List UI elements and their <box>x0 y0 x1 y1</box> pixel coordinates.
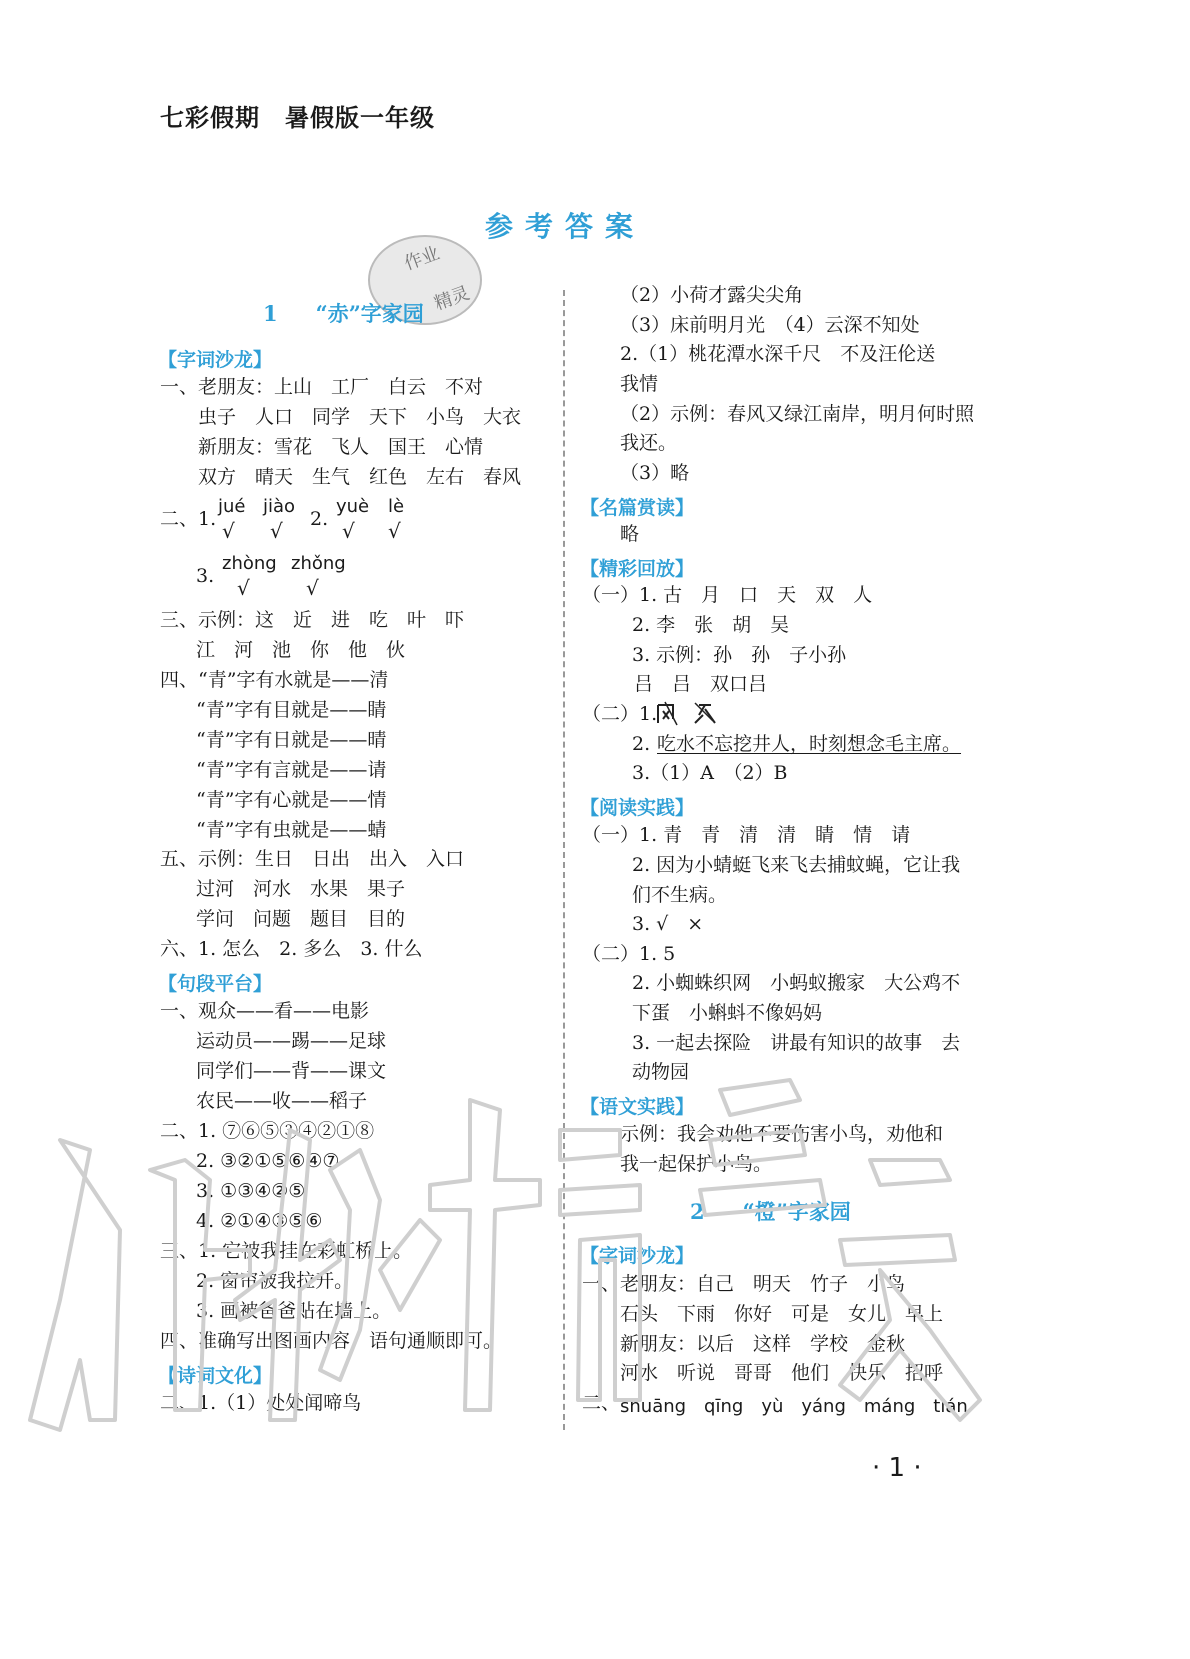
answer-line: 3. <box>196 565 215 587</box>
check-mark: √ <box>342 519 355 543</box>
answer-line: 一、观众——看——电影 <box>160 1000 370 1022</box>
answer-line: 2. 李 张 胡 吴 <box>632 614 790 636</box>
answer-line: “青”字有目就是——睛 <box>196 699 387 721</box>
answer-line: 三、示例：这 近 进 吃 叶 吓 <box>160 609 465 631</box>
answer-line: 运动员——踢——足球 <box>196 1030 387 1052</box>
svg-text:作业: 作业 <box>401 242 443 275</box>
book-header: 七彩假期 暑假版一年级 <box>160 104 435 132</box>
answer-line: 3. 一起去探险 讲最有知识的故事 去 <box>632 1032 961 1054</box>
answer-line: 河水 听说 哥哥 他们 快乐 招呼 <box>620 1362 944 1384</box>
answer-line: “青”字有言就是——请 <box>196 759 387 781</box>
answer-line: 吕 吕 双口吕 <box>634 673 768 695</box>
pinyin: lè <box>388 496 405 517</box>
check-mark: √ <box>388 519 401 543</box>
answer-line: 我情 <box>620 373 659 395</box>
section-heading: 【阅读实践】 <box>580 797 695 819</box>
answer-line: “青”字有虫就是——蜻 <box>196 819 387 841</box>
answer-line: “青”字有心就是——情 <box>196 789 387 811</box>
answer-line: 3. 示例：孙 孙 子小孙 <box>632 644 847 666</box>
chapter-2-title <box>690 1196 851 1226</box>
pinyin: zhòng <box>222 553 277 574</box>
answer-line: 3. ①③④②⑤ <box>196 1180 306 1202</box>
section-heading: 【诗词文化】 <box>158 1365 273 1387</box>
answer-line: 3.（1）A （2）B <box>632 762 788 784</box>
section-heading: 【字词沙龙】 <box>158 349 273 371</box>
answer-line: 示例：我会劝他不要伤害小鸟，劝他和 <box>620 1123 944 1145</box>
answer-line: 农民——收——稻子 <box>196 1090 368 1112</box>
answer-line: （2）小荷才露尖尖角 <box>620 284 804 306</box>
chapter-2-name: “橙”字家园 <box>742 1199 851 1224</box>
answer-line: （一）1. 古 月 口 天 双 人 <box>582 584 873 606</box>
answer-line: 2. 小蜘蛛织网 小蚂蚁搬家 大公鸡不 <box>632 972 961 994</box>
answer-line: 2. <box>632 733 651 755</box>
section-heading: 【精彩回放】 <box>580 558 695 580</box>
answer-line: “青”字有日就是——晴 <box>196 729 387 751</box>
answer-line: 三、1. 它被我挂在彩虹桥上。 <box>160 1240 413 1262</box>
answer-line: 2. 因为小蜻蜓飞来飞去捕蚊蝇，它让我 <box>632 854 961 876</box>
answer-line: 3. 画被爸爸贴在墙上。 <box>196 1300 392 1322</box>
answer-line: 2. ③②①⑤⑥④⑦ <box>196 1150 340 1172</box>
answer-line: 2. 窗帘被我拉开。 <box>196 1270 354 1292</box>
pinyin: jué <box>218 496 246 517</box>
section-heading: 【语文实践】 <box>580 1096 695 1118</box>
page-title: 参考答案 <box>484 210 645 243</box>
answer-line: 动物园 <box>632 1061 690 1083</box>
answer-line: 一、老朋友：上山 工厂 白云 不对 <box>160 376 484 398</box>
check-mark: √ <box>222 519 235 543</box>
answer-line: （3）床前明月光 （4）云深不知处 <box>620 314 920 336</box>
answer-line: 同学们——背——课文 <box>196 1060 387 1082</box>
check-mark: √ <box>270 519 283 543</box>
answer-line: 略 <box>620 523 640 545</box>
answer-line: 我还。 <box>620 432 678 454</box>
chapter-1-name: “赤”字家园 <box>315 301 424 326</box>
answer-line: （二）1. <box>582 703 658 725</box>
answer-line: （3）略 <box>620 462 690 484</box>
pinyin: shuāng qīng yù yáng máng tián <box>620 1396 968 1417</box>
chapter-2-number: 2 <box>690 1199 705 1224</box>
svg-text:精灵: 精灵 <box>431 282 473 315</box>
chapter-1-number: 1 <box>263 301 278 326</box>
answer-line: （2）示例：春风又绿江南岸，明月何时照 <box>620 403 975 425</box>
answer-line: 下蛋 小蝌蚪不像妈妈 <box>632 1002 823 1024</box>
answer-line: 六、1. 怎么 2. 多么 3. 什么 <box>160 938 423 960</box>
answer-line: 4. ②①④③⑤⑥ <box>196 1210 323 1232</box>
answer-line: 双方 晴天 生气 红色 左右 春风 <box>198 466 522 488</box>
section-heading: 【句段平台】 <box>158 973 273 995</box>
check-mark: √ <box>237 576 250 600</box>
answer-line: 3. √ × <box>632 913 704 935</box>
answer-line: 我一起保护小鸟。 <box>620 1153 773 1175</box>
answer-line: 新朋友：雪花 飞人 国王 心情 <box>198 436 484 458</box>
answer-line: 们不生病。 <box>632 884 728 906</box>
stroke-order-figure <box>655 701 725 727</box>
answer-line: 江 河 池 你 他 伙 <box>196 639 406 661</box>
answer-line: 过河 河水 水果 果子 <box>196 878 406 900</box>
answer-line: 四、“青”字有水就是——清 <box>160 669 389 691</box>
answer-line: 五、示例：生日 日出 出入 入口 <box>160 848 465 870</box>
answer-line: 新朋友：以后 这样 学校 金秋 <box>620 1333 906 1355</box>
answer-line: 虫子 人口 同学 天下 小鸟 大衣 <box>198 406 522 428</box>
answer-line: 二、1. <box>160 508 217 530</box>
column-divider <box>563 290 565 1430</box>
answer-line: 石头 下雨 你好 可是 女儿 早上 <box>620 1303 944 1325</box>
pinyin: zhǒng <box>291 553 346 574</box>
answer-line: 一、老朋友：自己 明天 竹子 小鸟 <box>582 1273 906 1295</box>
answer-line: 吃水不忘挖井人，时刻想念毛主席。 <box>657 733 962 755</box>
answer-line: 二、1. ⑦⑥⑤③④②①⑧ <box>160 1120 375 1142</box>
answer-line: 2.（1）桃花潭水深千尺 不及汪伦送 <box>620 343 936 365</box>
answer-line: 二、1.（1）处处闻啼鸟 <box>160 1392 362 1414</box>
answer-line: （二）1. 5 <box>582 943 676 965</box>
answer-line: 2. <box>310 508 329 530</box>
section-heading: 【字词沙龙】 <box>580 1245 695 1267</box>
pinyin: yuè <box>336 496 370 517</box>
section-heading: 【名篇赏读】 <box>580 497 695 519</box>
chapter-1-title <box>263 298 424 328</box>
page-number: · 1 · <box>872 1453 922 1483</box>
answer-line: 学问 问题 题目 目的 <box>196 908 406 930</box>
answer-line: 二、 <box>582 1392 621 1414</box>
answer-line: （一）1. 青 青 清 清 睛 情 请 <box>582 824 911 846</box>
pinyin: jiào <box>263 496 296 517</box>
answer-line: 四、准确写出图画内容，语句通顺即可。 <box>160 1330 503 1352</box>
check-mark: √ <box>306 576 319 600</box>
